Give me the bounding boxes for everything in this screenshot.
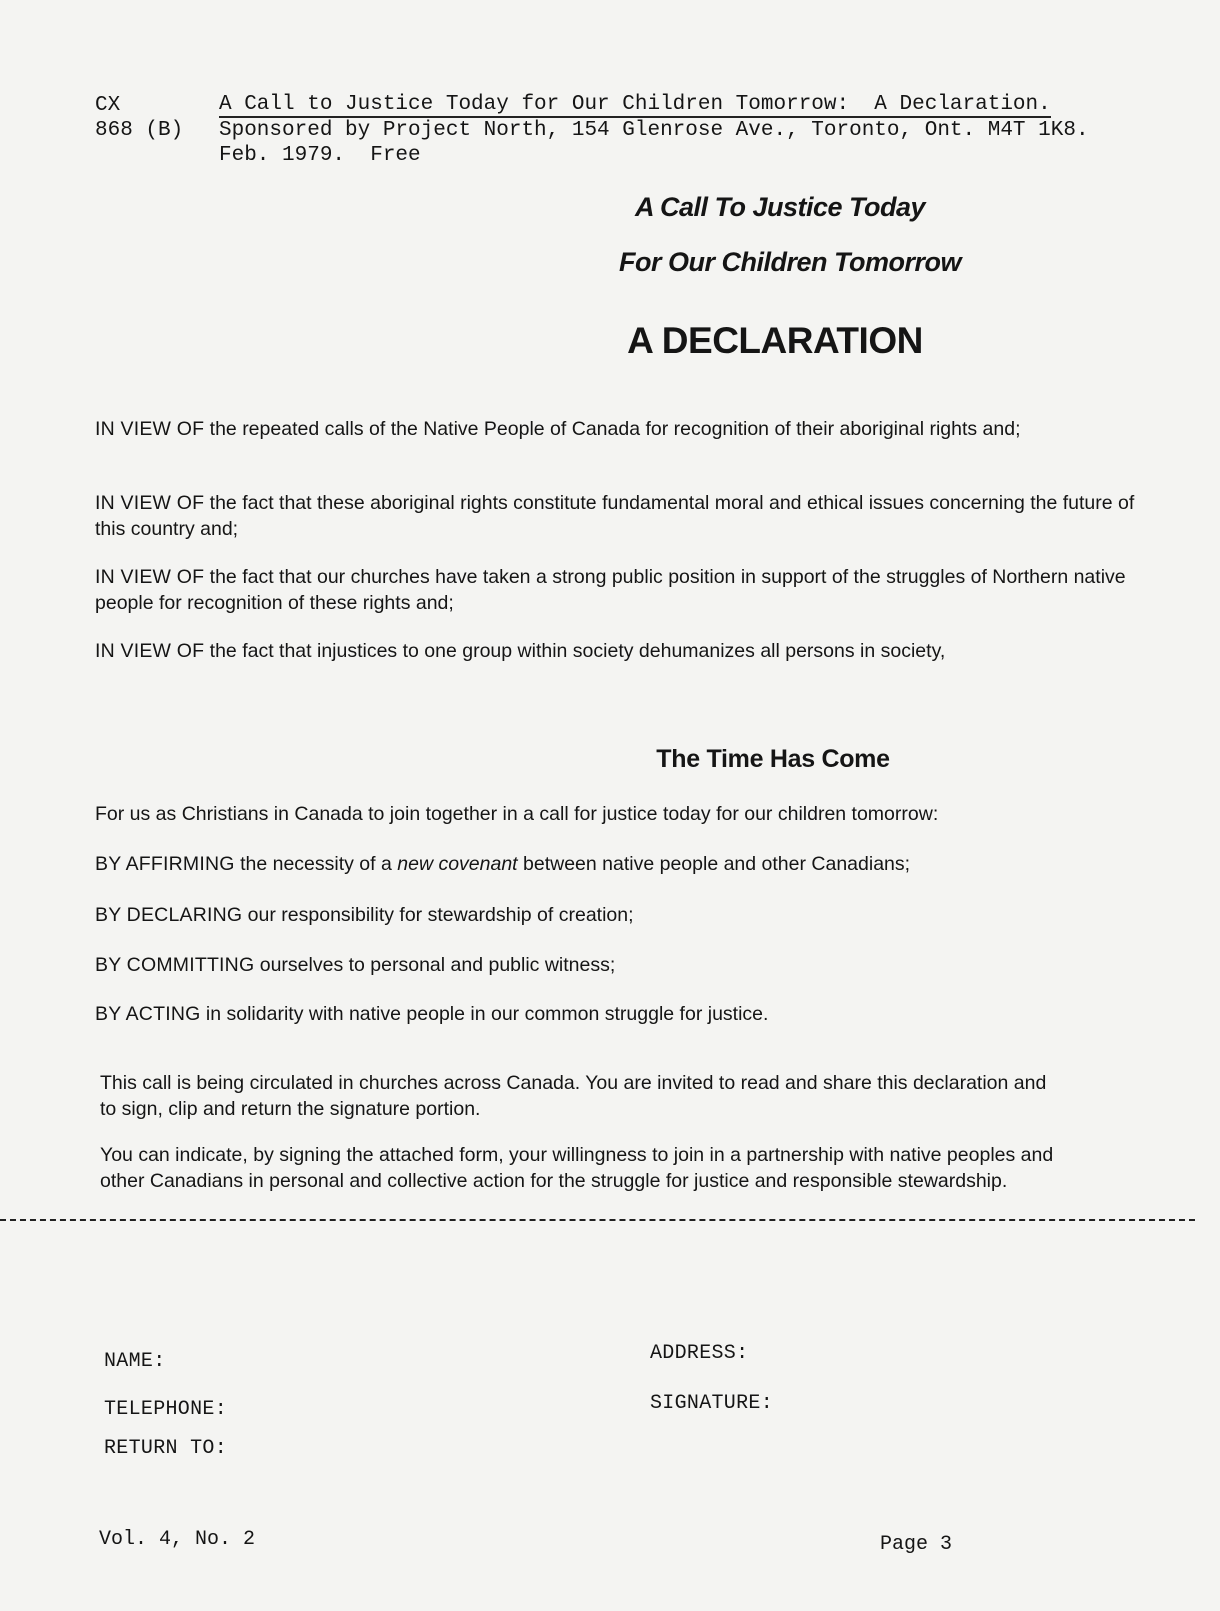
telephone-field-label: TELEPHONE:	[104, 1398, 228, 1421]
closing-paragraph: This call is being circulated in churches across Canada. You are invited to read and share this declaration and to sign, clip and return the signature portion.	[100, 1072, 1047, 1120]
intro-paragraph: For us as Christians in Canada to join together in a call for justice today for our children tomorrow:	[95, 803, 939, 825]
header-sponsor: Sponsored by Project North, 154 Glenrose Ave., Toronto, Ont. M4T 1K8.	[219, 119, 1089, 142]
address-field-label: ADDRESS:	[650, 1342, 749, 1365]
page-number: Page 3	[880, 1533, 953, 1556]
return-to-label: RETURN TO:	[104, 1437, 228, 1460]
in-view-paragraph: IN VIEW OF the fact that our churches have taken a strong public position in support of the struggles of Northern native people for recognition of these rights and;	[95, 566, 1126, 614]
by-item: BY AFFIRMING the necessity of a new covenant between native people and other Canadians;	[95, 853, 911, 875]
closing-paragraph: You can indicate, by signing the attached form, your willingness to join in a partnership with native peoples and other Canadians in personal and collective action for the struggle for justice and responsible stewardship.	[100, 1144, 1054, 1192]
in-view-paragraph: IN VIEW OF the repeated calls of the Native People of Canada for recognition of their aboriginal rights and;	[95, 418, 1021, 440]
name-field-label: NAME:	[104, 1350, 166, 1373]
catalog-header	[95, 93, 1089, 168]
in-view-paragraph: IN VIEW OF the fact that these aboriginal rights constitute fundamental moral and ethical issues concerning the future of this country and;	[95, 492, 1135, 540]
heading-line-1: A Call To Justice Today	[634, 192, 926, 222]
heading-line-2: For Our Children Tomorrow	[619, 247, 961, 277]
section-heading: The Time Has Come	[656, 745, 890, 773]
page-title: A DECLARATION	[627, 320, 923, 361]
cut-line-divider	[0, 1219, 1195, 1221]
header-date: Feb. 1979. Free	[219, 144, 421, 167]
in-view-paragraph: IN VIEW OF the fact that injustices to one group within society dehumanizes all persons in society,	[95, 640, 946, 662]
by-item: BY ACTING in solidarity with native people in our common struggle for justice.	[95, 1003, 769, 1025]
catalog-code: CX	[95, 94, 121, 117]
catalog-number: 868 (B)	[95, 119, 184, 142]
header-title: A Call to Justice Today for Our Children Tomorrow: A Declaration.	[219, 93, 1051, 116]
volume-number: Vol. 4, No. 2	[99, 1528, 256, 1551]
signature-field-label: SIGNATURE:	[650, 1392, 774, 1415]
by-item: BY COMMITTING ourselves to personal and public witness;	[95, 954, 616, 976]
by-item: BY DECLARING our responsibility for stewardship of creation;	[95, 904, 634, 926]
